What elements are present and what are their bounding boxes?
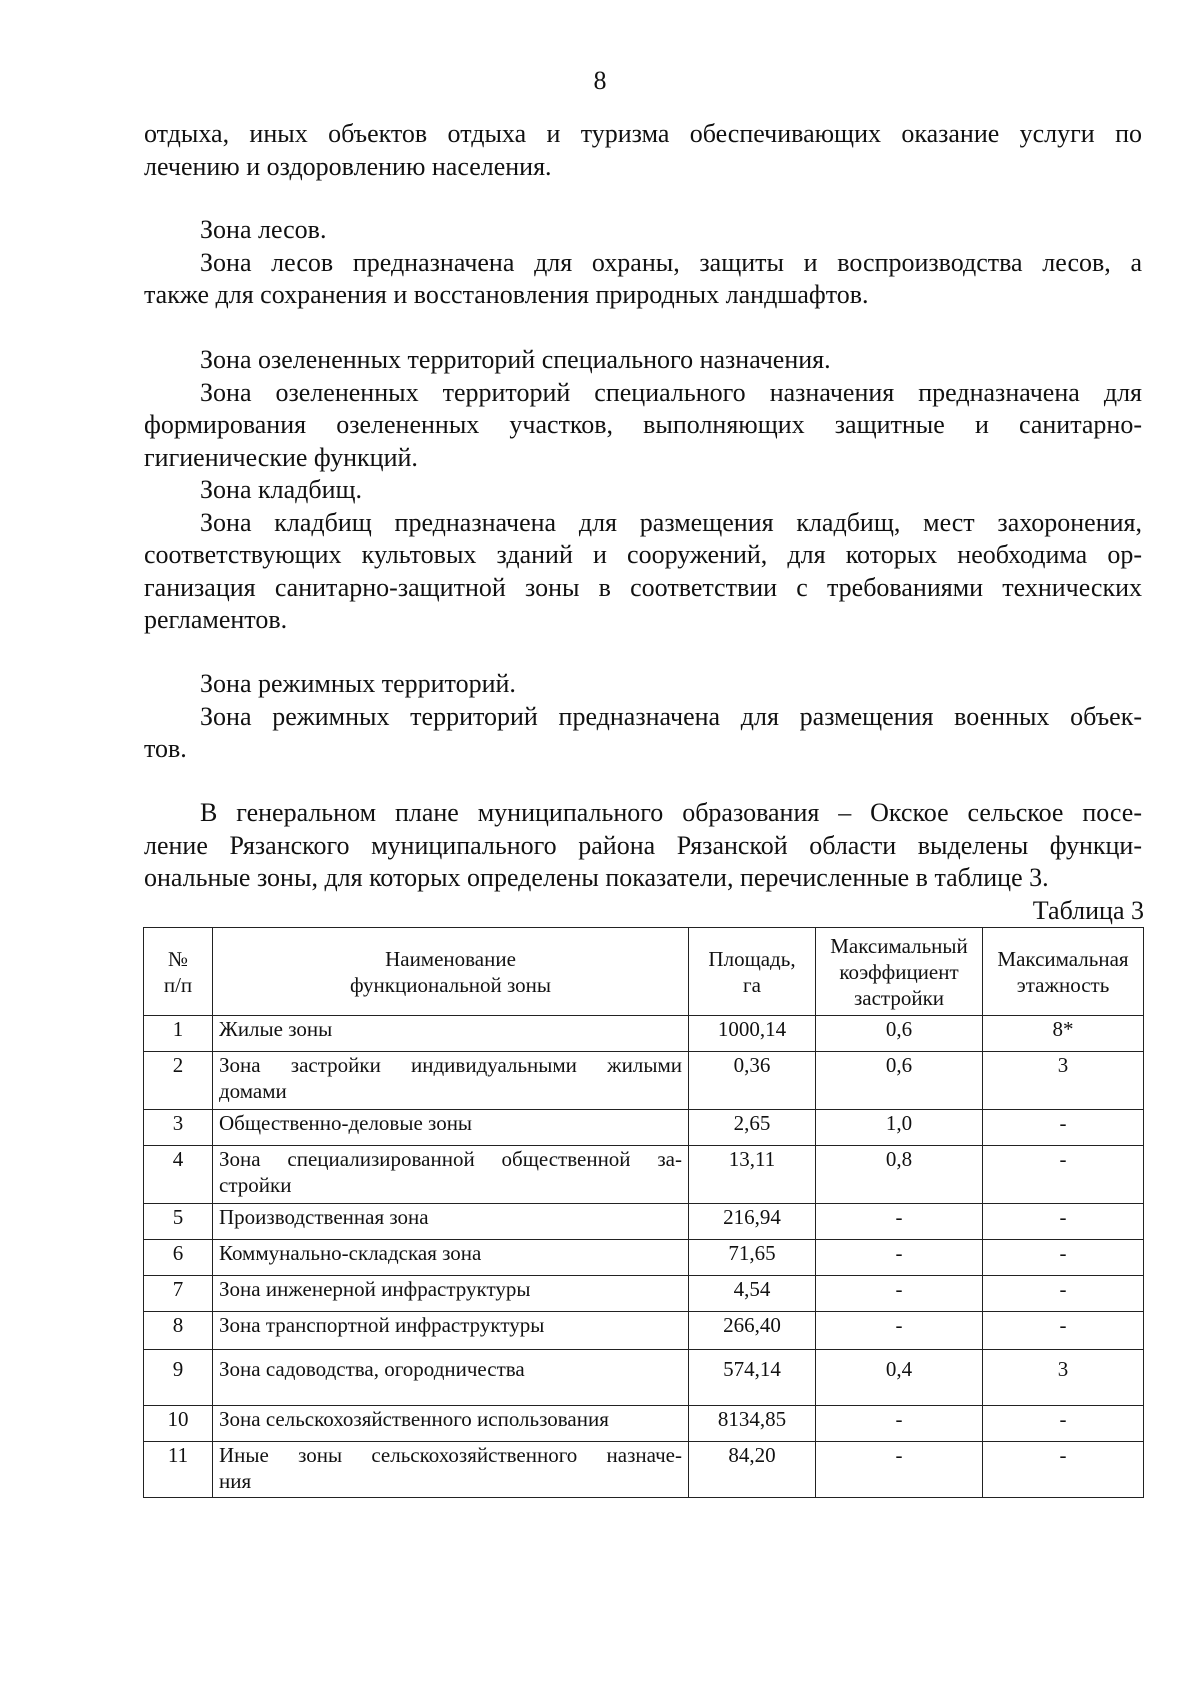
text-line: ональные зоны, для которых определены показатели, перечисленные в таблице 3. (144, 863, 1049, 892)
table-row: 10 Зона сельскохозяйственного использования 8134,85 - - (144, 1406, 1144, 1442)
header-area: Площадь, га (689, 928, 816, 1016)
paragraph-general-plan (144, 797, 1142, 895)
text-line: также для сохранения и восстановления природных ландшафтов. (144, 280, 869, 309)
header-max-coefficient: Максимальный коэффициент застройки (816, 928, 983, 1016)
text-line: отдыха, иных объектов отдыха и туризма обеспечивающих оказание услуги по (144, 119, 1142, 148)
table-header-row (144, 928, 1144, 1016)
text-line: гигиенические функций. (144, 442, 418, 472)
table-row: 7 Зона инженерной инфраструктуры 4,54 - - (144, 1276, 1144, 1312)
table-row: 4 Зона специализированной общественной за- стройки 13,11 0,8 - (144, 1146, 1144, 1204)
table-row: 8 Зона транспортной инфраструктуры 266,40 - - (144, 1312, 1144, 1350)
text-line: регламентов. (144, 605, 288, 634)
zones-table (143, 927, 1144, 1498)
section-heading: Зона режимных территорий. (200, 669, 516, 698)
table-row: 2 Зона застройки индивидуальными жилыми домами 0,36 0,6 3 (144, 1052, 1144, 1110)
text-line: Зона лесов предназначена для охраны, защиты и воспроизводства лесов, а (200, 247, 1142, 277)
table-row: 9 Зона садоводства, огородничества 574,14 0,4 3 (144, 1350, 1144, 1406)
text-line: соответствующих культовых зданий и сооружений, для которых необходима ор- (144, 540, 1142, 569)
paragraph-recreation-continuation (144, 118, 1142, 183)
section-forest-zone (144, 214, 1142, 312)
text-line: В генеральном плане муниципального образования – Окское сельское посе- (200, 798, 1142, 827)
section-heading: Зона озелененных территорий специального назначения. (200, 345, 831, 374)
header-max-floors: Максимальная этажность (983, 928, 1144, 1016)
text-line: Зона режимных территорий предназначена для размещения военных объек- (200, 701, 1142, 731)
header-zone-name: Наименование функциональной зоны (213, 928, 689, 1016)
text-line: Зона кладбищ предназначена для размещения кладбищ, мест захоронения, (200, 507, 1142, 537)
text-line: тов. (144, 734, 187, 763)
text-line: Зона озелененных территорий специального назначения предназначена для (200, 377, 1142, 407)
section-heading: Зона лесов. (200, 215, 327, 244)
text-line: ганизация санитарно-защитной зоны в соответствии с требованиями технических (144, 572, 1142, 602)
page-number: 8 (593, 66, 607, 95)
table-row: 11 Иные зоны сельскохозяйственного назначе- ния 84,20 - - (144, 1442, 1144, 1498)
header-number: № п/п (144, 928, 213, 1016)
table-row: 1 Жилые зоны 1000,14 0,6 8* (144, 1016, 1144, 1052)
table-caption: Таблица 3 (1032, 896, 1144, 925)
section-green-areas-zone (144, 344, 1142, 637)
section-heading: Зона кладбищ. (200, 475, 363, 504)
text-line: формирования озелененных участков, выполняющих защитные и санитарно- (144, 410, 1142, 439)
text-line: ление Рязанского муниципального района Рязанской области выделены функци- (144, 830, 1142, 860)
section-restricted-zone (144, 668, 1142, 766)
table-row: 6 Коммунально-складская зона 71,65 - - (144, 1240, 1144, 1276)
table-row: 3 Общественно-деловые зоны 2,65 1,0 - (144, 1110, 1144, 1146)
table-row: 5 Производственная зона 216,94 - - (144, 1204, 1144, 1240)
text-line: лечению и оздоровлению населения. (144, 151, 552, 181)
